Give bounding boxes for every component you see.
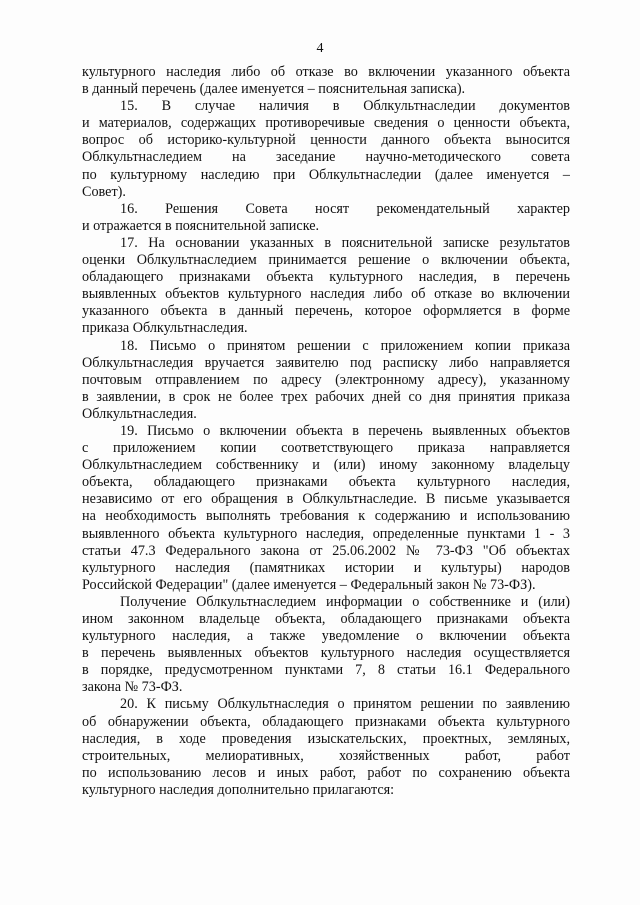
text-line: в перечень выявленных объектов культурного наследия осуществляется xyxy=(82,645,570,662)
text-line: в данный перечень (далее именуется – пояснительная записка). xyxy=(82,81,466,98)
page-number: 4 xyxy=(316,41,324,56)
text-line: указанного объекта в данный перечень, которое оформляется в форме xyxy=(82,303,570,320)
text-line: обладающего признаками объекта культурного наследия, в перечень xyxy=(82,269,570,286)
text-line: культурного наследия, а также уведомление о включении объекта xyxy=(82,628,570,645)
text-line: 19. Письмо о включении объекта в перечень выявленных объектов xyxy=(120,422,570,439)
text-line: наследия, в ходе проведения изыскательских, проектных, земляных, xyxy=(82,730,570,747)
text-line: с приложением копии соответствующего приказа направляется xyxy=(82,440,570,457)
text-line: 15. В случае наличия в Облкультнаследии документов xyxy=(120,98,570,115)
text-line: Совет). xyxy=(82,183,126,200)
text-line: в заявлении, в срок не более трех рабочих дней со дня принятия приказа xyxy=(82,388,570,405)
text-line: Облкультнаследием на заседание научно-методического совета xyxy=(82,149,570,166)
text-line: почтовым отправлением по адресу (электронному адресу), указанному xyxy=(82,371,570,388)
text-line: по культурному наследию при Облкультнаследии (далее именуется – xyxy=(82,166,570,183)
text-line: и материалов, содержащих противоречивые сведения о ценности объекта, xyxy=(82,115,570,132)
text-line: 17. На основании указанных в пояснительной записке результатов xyxy=(120,234,570,251)
text-line: и отражается в пояснительной записке. xyxy=(82,217,320,234)
text-line: строительных, мелиоративных, хозяйственных работ, работ xyxy=(82,747,570,764)
text-line: Облкультнаследия. xyxy=(82,405,197,422)
text-line: в порядке, предусмотренном пунктами 7, 8 статьи 16.1 Федерального xyxy=(82,662,570,679)
text-line: Получение Облкультнаследием информации о собственнике и (или) xyxy=(120,593,570,610)
document-body xyxy=(82,64,570,799)
text-line: культурного наследия либо об отказе во включении указанного объекта xyxy=(82,64,570,80)
text-line: культурного наследия (памятниках истории и культуры) народов xyxy=(82,559,570,576)
text-line: 20. К письму Облкультнаследия о принятом решении по заявлению xyxy=(120,696,570,713)
text-line: закона № 73-ФЗ. xyxy=(82,679,183,696)
text-line: выявленного объекта культурного наследия, определенные пунктами 1 - 3 xyxy=(82,525,570,542)
text-line: 16. Решения Совета носят рекомендательный характер xyxy=(120,200,570,217)
text-line: Облкультнаследием собственнику и (или) иному законному владельцу xyxy=(82,457,570,474)
text-line: культурного наследия дополнительно прилагаются: xyxy=(82,781,395,798)
text-line: по использованию лесов и иных работ, работ по сохранению объекта xyxy=(82,764,570,781)
text-line: Облкультнаследия вручается заявителю под расписку либо направляется xyxy=(82,354,570,371)
text-line: независимо от его обращения в Облкультнаследие. В письме указывается xyxy=(82,491,570,508)
text-line: об обнаружении объекта, обладающего признаками объекта культурного xyxy=(82,713,570,730)
text-line: статьи 47.3 Федерального закона от 25.06.2002 № 73-ФЗ "Об объектах xyxy=(82,542,570,559)
text-line: приказа Облкультнаследия. xyxy=(82,320,248,337)
text-line: выявленных объектов культурного наследия либо об отказе во включении xyxy=(82,286,570,303)
text-line: на необходимость выполнять требования к содержанию и использованию xyxy=(82,508,570,525)
text-line: вопрос об историко-культурной ценности данного объекта выносится xyxy=(82,132,570,149)
text-line: Российской Федерации" (далее именуется – Федеральный закон № 73-ФЗ). xyxy=(82,576,536,593)
text-line: оценки Облкультнаследием принимается решение о включении объекта, xyxy=(82,252,570,269)
text-line: 18. Письмо о принятом решении с приложением копии приказа xyxy=(120,337,570,354)
text-line: ином законном владельце объекта, обладающего признаками объекта xyxy=(82,611,570,627)
text-line: объекта, обладающего признаками объекта культурного наследия, xyxy=(82,474,570,491)
